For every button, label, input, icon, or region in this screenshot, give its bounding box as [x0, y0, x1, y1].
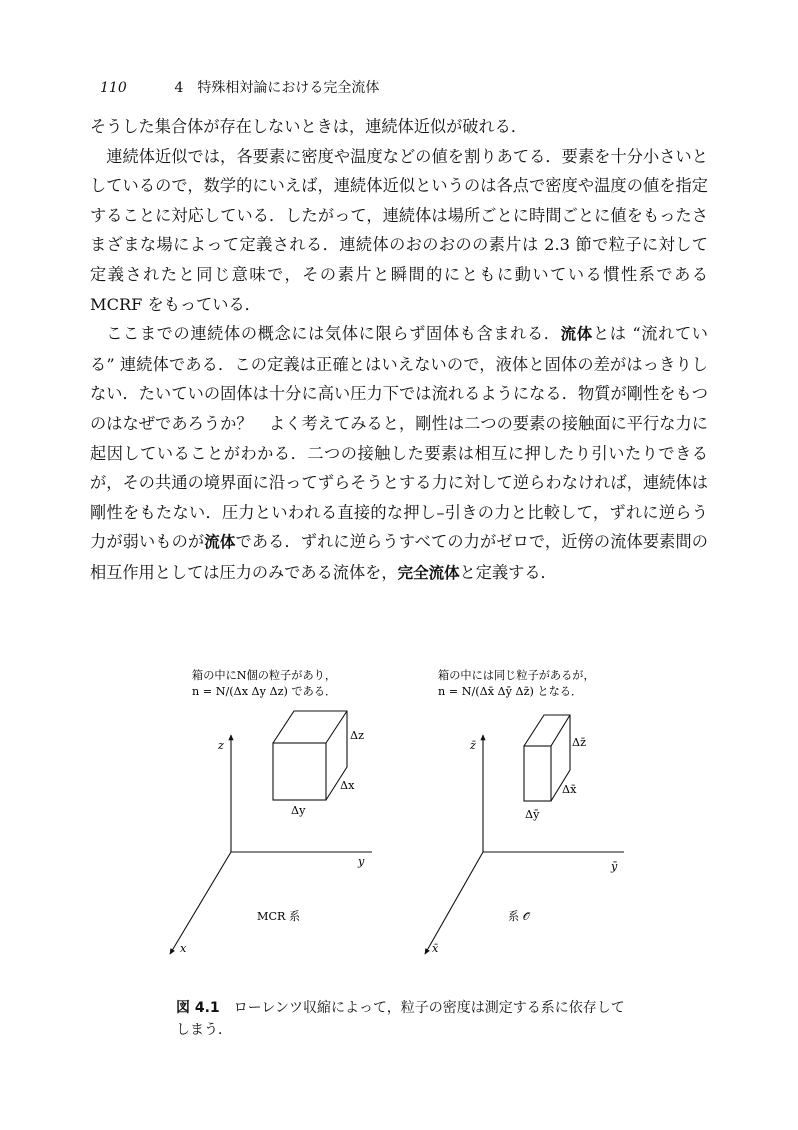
- chapter-title: 4 特殊相対論における完全流体: [174, 80, 380, 96]
- left-dz: Δz: [350, 729, 364, 742]
- paragraph: [90, 142, 708, 320]
- right-dy: Δȳ: [525, 808, 540, 821]
- right-dz: Δz̄: [572, 736, 586, 749]
- text-run: である．ずれに逆らうすべての力がゼロで，近傍の流体要素間の相互作用としては圧力のみである流体を，: [90, 532, 708, 582]
- text-run: 連続体近似では，各要素に密度や温度などの値を割りあてる．要素を十分小さいとしているので，数学的にいえば，連続体近似というのは各点で密度や温度の値を指定することに対応している．したがって，連続体は場所ごとに時間ごとに値をもったさまざまな場によって定義される．連続体のおのおのの素片は 2.3 節で粒子に対して定義されたと同じ意味で，その素片と瞬間的にともに動いている慣性系である MCRF をもっている．: [90, 146, 708, 314]
- figure-diagram: [160, 662, 640, 962]
- left-x-label: x: [180, 942, 187, 955]
- right-frame: 系 𝒪̄: [508, 910, 530, 923]
- left-diagram: [170, 668, 372, 955]
- text-run: とは “流れている” 連続体である．この定義は正確とはいえないので，液体と固体の差がはっきりしない．たいていの固体は十分に高い圧力下では流れるようになる．物質が剛性をもつのはなぜであろうか？ よく考えてみると，剛性は二つの要素の接触面に平行な力に起因していることがわかる．二つの接触した要素は相互に押したり引いたりできるが，その共通の境界面に沿ってずらそうとする力に対して逆らわなければ，連続体は剛性をもたない．圧力といわれる直接的な押し–引きの力と比較して，ずれに逆らう力が弱いものが: [90, 324, 708, 552]
- text-run: ここまでの連続体の概念には気体に限らず固体も含まれる．: [106, 324, 561, 344]
- text-run: と定義する．: [459, 562, 557, 582]
- page-header: [100, 77, 379, 97]
- paragraph: [90, 319, 708, 588]
- left-z-label: z: [218, 739, 224, 752]
- right-x-label: x̄: [432, 942, 439, 955]
- left-note-line2: n = N/(Δx Δy Δz) である．: [192, 685, 337, 698]
- right-dx: Δx̄: [562, 783, 577, 796]
- left-dx: Δx: [340, 779, 355, 792]
- left-x-axis: [170, 852, 231, 954]
- bold-term: 完全流体: [397, 563, 460, 582]
- figure-4-1: [160, 662, 640, 962]
- left-frame: MCR 系: [257, 910, 301, 923]
- page-number: 110: [100, 80, 127, 96]
- right-x-axis: [425, 852, 483, 954]
- figure-caption: [176, 997, 626, 1041]
- left-box: [273, 711, 347, 800]
- text-run: そうした集合体が存在しないときは，連続体近似が破れる．: [90, 117, 528, 136]
- right-note-line1: 箱の中には同じ粒子があるが，: [438, 669, 595, 682]
- right-diagram: [425, 668, 624, 955]
- caption-number: 図 4.1: [176, 1000, 220, 1016]
- left-y-label: y: [358, 855, 365, 868]
- left-dy: Δy: [291, 804, 306, 817]
- body-text: [90, 112, 708, 589]
- right-note-line2: n = N/(Δx̄ Δȳ Δz̄) となる．: [438, 685, 583, 698]
- paragraph: [90, 112, 708, 142]
- left-note-line1: 箱の中にN個の粒子があり，: [192, 669, 337, 682]
- right-y-label: ȳ: [611, 860, 618, 873]
- right-z-label: z̄: [470, 739, 476, 752]
- caption-text: ローレンツ収縮によって，粒子の密度は測定する系に依存してしまう．: [176, 1000, 625, 1038]
- bold-term: 流体: [204, 533, 236, 552]
- bold-term: 流体: [560, 325, 593, 344]
